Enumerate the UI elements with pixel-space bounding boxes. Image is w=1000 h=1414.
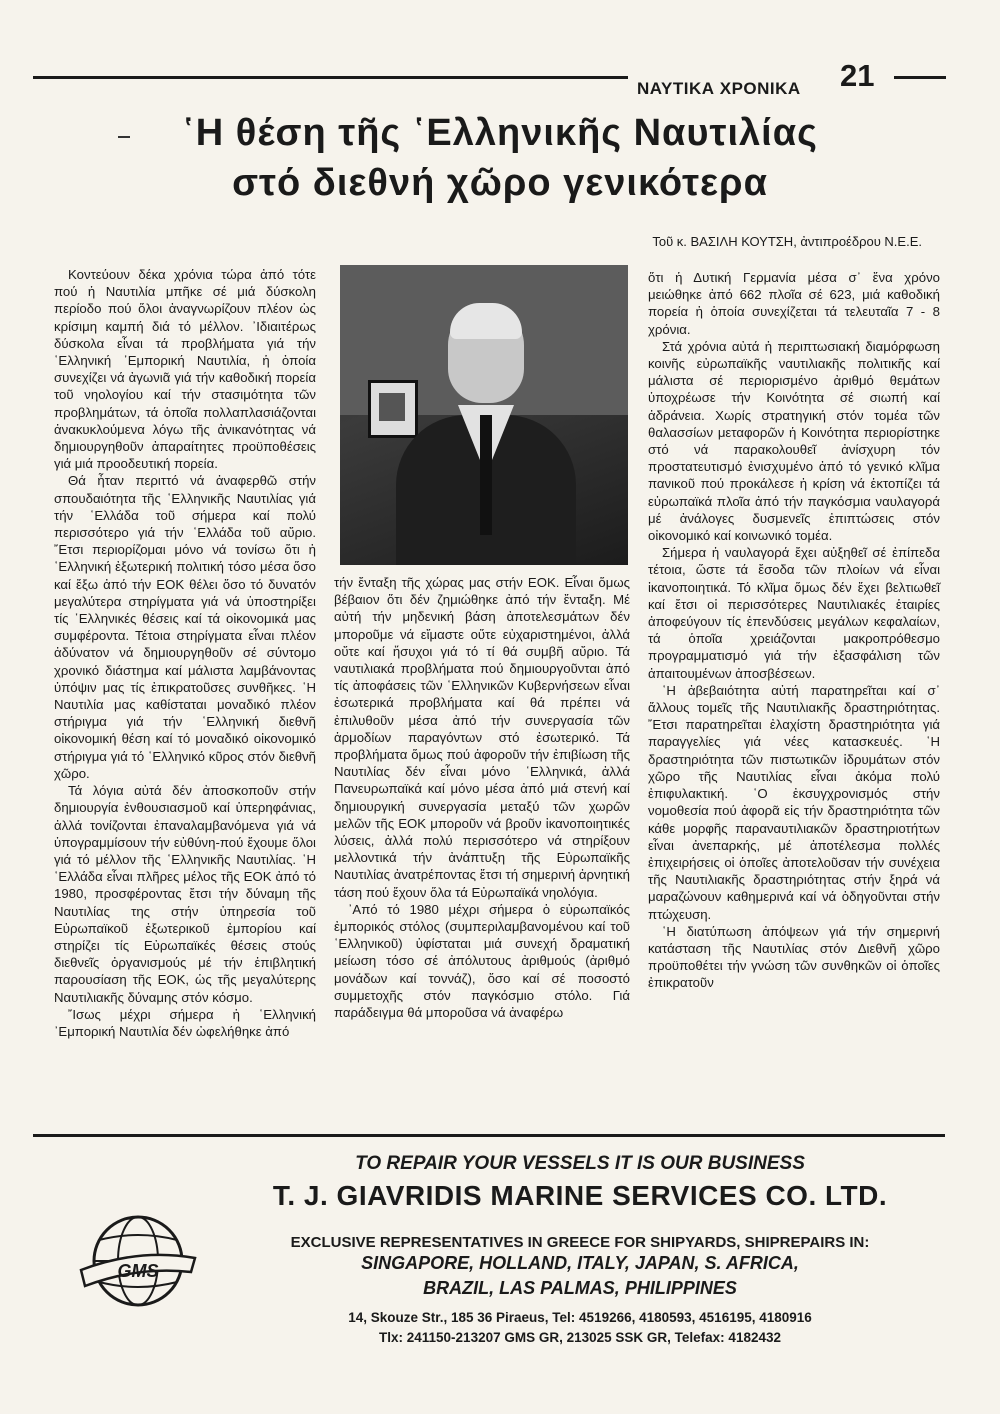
- logo-text: GMS: [117, 1261, 159, 1281]
- paragraph: ᾿Από τό 1980 μέχρι σήμερα ὁ εὐρωπαϊκός ἐμπορικός στόλος (συμπεριλαμβανομένου καί τοῦ ῾Ελληνικοῦ) ὑφίσταται μιά συνεχή δραματική μείωση τόσο σέ ἀπόλυτους ἀριθμούς (ἀριθμό μονάδων καί τοννάζ), ὅσο καί σέ ποσοστό συμμετοχῆς στόν παγκόσμιο στόλο. Γιά παράδειγμα θά μποροῦσα νά ἀναφέρω: [334, 901, 630, 1021]
- ad-slogan: TO REPAIR YOUR VESSELS IT IS OUR BUSINESS: [355, 1153, 805, 1174]
- paragraph: Τά λόγια αὐτά δέν ἀποσκοποῦν στήν δημιουργία ἐνθουσιασμοῦ καί ὑπερηφάνιας, ἀλλά τονίζονται ἐπαναλαμβανόμενα γιά νά ὑπογραμμίσουν τήν εὐθύνη-πού ἔχουμε ὅλοι γιά τό μέλλον τῆς ῾Ελληνικῆς Ναυτιλίας. ῾Η ῾Ελλάδα εἶναι πλῆρες μέλος τῆς ΕΟΚ ἀπό τό 1980, προσφέροντας ἔτσι τήν δύναμη τῆς Ναυτιλίας της στήν ὑπηρεσία τοῦ Εὐρωπαϊκοῦ ἐξωτερικοῦ ἐμπορίου καί στηρίζει τίς Εὐρωπαϊκές θέσεις στούς διεθνεῖς ὀργανισμούς μέ τήν ἐπιβλητική παρουσίαση τῆς ΕΟΚ, ὡς τῆς μεγαλύτερης Ναυτιλιακῆς δύναμης στόν κόσμο.: [54, 783, 316, 1005]
- article-byline: Τοῦ κ. ΒΑΣΙΛΗ ΚΟΥΤΣΗ, ἀντιπροέδρου Ν.Ε.Ε.: [652, 234, 922, 249]
- photo-frame-picture: [379, 393, 405, 421]
- article-title-line2: στό διεθνή χῶρο γενικότερα: [232, 162, 768, 204]
- paragraph: τήν ἔνταξη τῆς χώρας μας στήν ΕΟΚ. Εἶναι ὅμως βέβαιον ὅτι δέν ζημιώθηκε ἀπό τήν ἔνταξη. Μέ αὐτή τήν μηδενική βάση ἀποτελεσμάτων δέν μποροῦμε νά εἴμαστε οὔτε εὐχαριστημένοι, ἀλλά οὔτε καί ἥσυχοι γιά τό τί θά συμβῆ αὔριο. Τά ναυτιλιακά προβλήματα πού δημιουργοῦνται ἀπό τίς ἀποφάσεις τῶν ῾Ελληνικῶν Κυβερνήσεων εἶναι ἐσωτερικά προβλήματα καί θά πρέπει νά ἐπιλυθοῦν μέσα ἀπό τήν συνεργασία τῶν ἁρμοδίων παραγόντων στό ἐσωτερικό. Τά προβλήματα ὅμως πού ἀφοροῦν τήν ἐπιβίωση τῆς Ναυτιλίας δέν εἶναι μόνο ῾Ελληνικά, ἀλλά Πανευρωπαϊκά καί μόνο μέσα ἀπό μιά στενή καί δημιουργική συνεργασία μεταξύ τῶν χωρῶν μελῶν τῆς ΕΟΚ μποροῦν νά βροῦν ἱκανοποιητικές λύσεις, ἀλλά πολύ περισσότερο νά στηρίξουν μελλοντικά τήν ἀνάπτυξη τῆς Εὐρωπαϊκῆς Ναυτιλίας ἀνατρέποντας ἔτσι τή σημερινή ἀρνητική τάση πού ἔχουν ὅλα τά Εὐρωπαϊκά νηολόγια.: [334, 575, 630, 900]
- paragraph: ῾Η ἀβεβαιότητα αὐτή παρατηρεῖται καί σ᾿ ἄλλους τομεῖς τῆς Ναυτιλιακῆς δραστηριότητας. ῎Ετσι παρατηρεῖται ἐλαχίστη δραστηριότητα γιά παραγγελίες γιά νέες κατασκευές. ῾Η δραστηριότητα τῶν πιστωτικῶν ἱδρυμάτων στόν χῶρο τῆς Ναυτιλίας εἶναι ἀκόμα πολύ ἐπιφυλακτική. ῾Ο ἐκσυγχρονισμός στήν νομοθεσία πού ἀφορᾶ εἰς τήν δραστηριότητα τῶν κάθε μορφῆς παραναυτιλιακῶν δραστηριοτήτων εἶναι ἀνεπαρκής, μέ ἀποτέλεσμα πολλές ἐπιχειρήσεις οἱ ὁποῖες ἀποτελοῦσαν τήν συνέχεια τῆς Ναυτιλιακῆς δραστηριότητας στήν ξηρά νά μαραζώνουν καθημερινά καί νά ὁδηγοῦνται στήν πτώχευση.: [648, 682, 940, 922]
- paragraph: ὅτι ἡ Δυτική Γερμανία μέσα σ᾿ ἕνα χρόνο μειώθηκε ἀπό 662 πλοῖα σέ 623, μιά καθοδική πορεία ἡ ὁποία συνεχίζεται τά τελευταῖα 7 - 8 χρόνια.: [648, 270, 940, 337]
- paragraph: ῾Η διατύπωση ἀπόψεων γιά τήν σημερινή κατάσταση τῆς Ναυτιλίας στόν Διεθνῆ χῶρο προϋποθέτει τήν γνώση τῶν συνθηκῶν οἱ ὁποῖες ἐπικρατοῦν: [648, 923, 940, 991]
- paragraph: Θά ἦταν περιττό νά ἀναφερθῶ στήν σπουδαιότητα τῆς ῾Ελληνικῆς Ναυτιλίας γιά τήν ῾Ελλάδα τοῦ σήμερα καί πολύ περισσότερο γιά τήν ῾Ελλάδα τοῦ αὔριο. ῎Ετσι περιορίζομαι μόνο νά τονίσω ὅτι ἡ ῾Ελληνική ἐξωτερική πολιτική τόσο μέσα ὅσο καί ἔξω ἀπό τήν ΕΟΚ θέλει ὅσο τό δυνατόν μεγαλύτερα στηρίγματα γιά νά ὑποστηρίξει τίς ῾Ελληνικές θέσεις καί τά οἰκονομικά μας συμφέροντα. Τέτοια στηρίγματα εἶναι πλέον ἀδύνατον νά δημιουργηθοῦν σέ σύντομο χρονικό διάστημα καί μάλιστα λαμβάνοντας ὑπόψιν μας τίς ἐπικρατοῦσες συνθῆκες. ῾Η Ναυτιλία μας καθίσταται μοναδικό πλέον στήριγμα γιά τήν ῾Ελληνική διεθνῆ οἰκονομική θέση καί τό μοναδικό οἰκονομικό στήριγμα γιά τό ῾Ελληνικό κῦρος στόν διεθνῆ χῶρο.: [54, 473, 316, 781]
- article-column-1: [54, 266, 316, 1040]
- portrait-photo: [340, 265, 628, 565]
- paragraph: ῎Ισως μέχρι σήμερα ἡ ῾Ελληνική ᾿Εμπορική Ναυτιλία δέν ὠφελήθηκε ἀπό: [54, 1006, 316, 1039]
- header-publication: ΝΑΥΤΙΚΑ ΧΡΟΝΙΚΑ: [637, 79, 801, 98]
- photo-wall-frame: [368, 380, 418, 438]
- ad-countries-line2: BRAZIL, LAS PALMAS, PHILIPPINES: [423, 1278, 737, 1298]
- gms-globe-logo-icon: [77, 1200, 199, 1322]
- article-column-3: [648, 269, 940, 992]
- ad-representatives: EXCLUSIVE REPRESENTATIVES IN GREECE FOR SHIPYARDS, SHIPREPAIRS IN:: [290, 1234, 870, 1251]
- page-number: 21: [840, 58, 875, 93]
- article-column-2: [334, 574, 630, 1021]
- ad-company-name: T. J. GIAVRIDIS MARINE SERVICES CO. LTD.: [272, 1180, 888, 1211]
- header-rule-right: [894, 76, 946, 79]
- article-title-line1: ῾Η θέση τῆς ῾Ελληνικῆς Ναυτιλίας: [182, 112, 818, 154]
- photo-tie: [480, 415, 492, 535]
- paragraph: Κοντεύουν δέκα χρόνια τώρα ἀπό τότε πού ἡ Ναυτιλία μπῆκε σέ μιά δύσκολη περίοδο πού ὅλοι ἀναγνωρίζουν πλέον ὡς κρίσιμη καμπή διά τό μέλλον. ᾿Ιδιαιτέρως δύσκολα εἶναι τά προβλήματα γιά τήν ῾Ελληνική ᾿Εμπορική Ναυτιλία, ἡ ὁποία συνεχίζει νά ἀγωνιᾶ γιά τήν καθοδική πορεία τοῦ νηολογίου καί τήν στασιμότητα τῶν προβλημάτων, τά ὁποῖα πολλαπλασιάζονται ἀνακυκλούμενα λόγω τῆς ἀνικανότητας νά δημιουργηθοῦν ἀπαραίτητες προϋποθέσεις γιά μιά προοδευτική πορεία.: [54, 267, 316, 472]
- paragraph: Σήμερα ἡ ναυλαγορά ἔχει αὐξηθεῖ σέ ἐπίπεδα τέτοια, ὥστε τά ἔσοδα τῶν πλοίων νά εἶναι ἱκανοποιητικά. Τό κλῖμα ὅμως δέν ἔχει βελτιωθεῖ καί ἔτσι οἱ περισσότερες Ναυτιλιακές ἑταιρίες ἀποφεύγουν τίς ἐπενδύσεις μεγάλων κεφαλαίων, τά ὁποῖα χρειάζονται μακροπρόθεσμο προγραμματισμό γιά τήν ἐξασφάλιση τῶν ἀπαιτουμένων ἀποσβέσεων.: [648, 545, 940, 681]
- ad-countries-line1: SINGAPORE, HOLLAND, ITALY, JAPAN, S. AFRICA,: [361, 1253, 799, 1273]
- ad-top-rule: [33, 1134, 945, 1137]
- ad-address: 14, Skouze Str., 185 36 Piraeus, Tel: 4519266, 4180593, 4516195, 4180916: [348, 1310, 812, 1325]
- paragraph: Στά χρόνια αὐτά ἡ περιπτωσιακή διαμόρφωση κοινῆς εὐρωπαϊκῆς ναυτιλιακῆς πολιτικῆς καί μάλιστα σέ περιορισμένο ἀριθμό θεμάτων ὑποχρέωσε τήν Κοινότητα σέ σιωπή καί ἀδράνεια. Χωρίς στρατηγική στόν τομέα τῶν θαλασσίων μεταφορῶν ἡ Κοινότητα περιορίστηκε στό νά παρακολουθεῖ ἀνίσχυρη τόν προστατευτισμό ἐνισχυμένο ἀπό τό γενικό κλῖμα πανικοῦ πού προκάλεσε ἡ κρίση νά ἐκτοπίζει τά εὐρωπαϊκά πλοῖα ἀπό τήν παγκόσμια ναυλαγορά μέ ἀνάλογες δυσμενεῖς ἐπιπτώσεις στόν οἰκονομικό καί κοινωνικό τομέα.: [648, 338, 940, 544]
- ad-telex: Tlx: 241150-213207 GMS GR, 213025 SSK GR, Telefax: 4182432: [379, 1330, 781, 1345]
- header-rule-left: [33, 76, 628, 79]
